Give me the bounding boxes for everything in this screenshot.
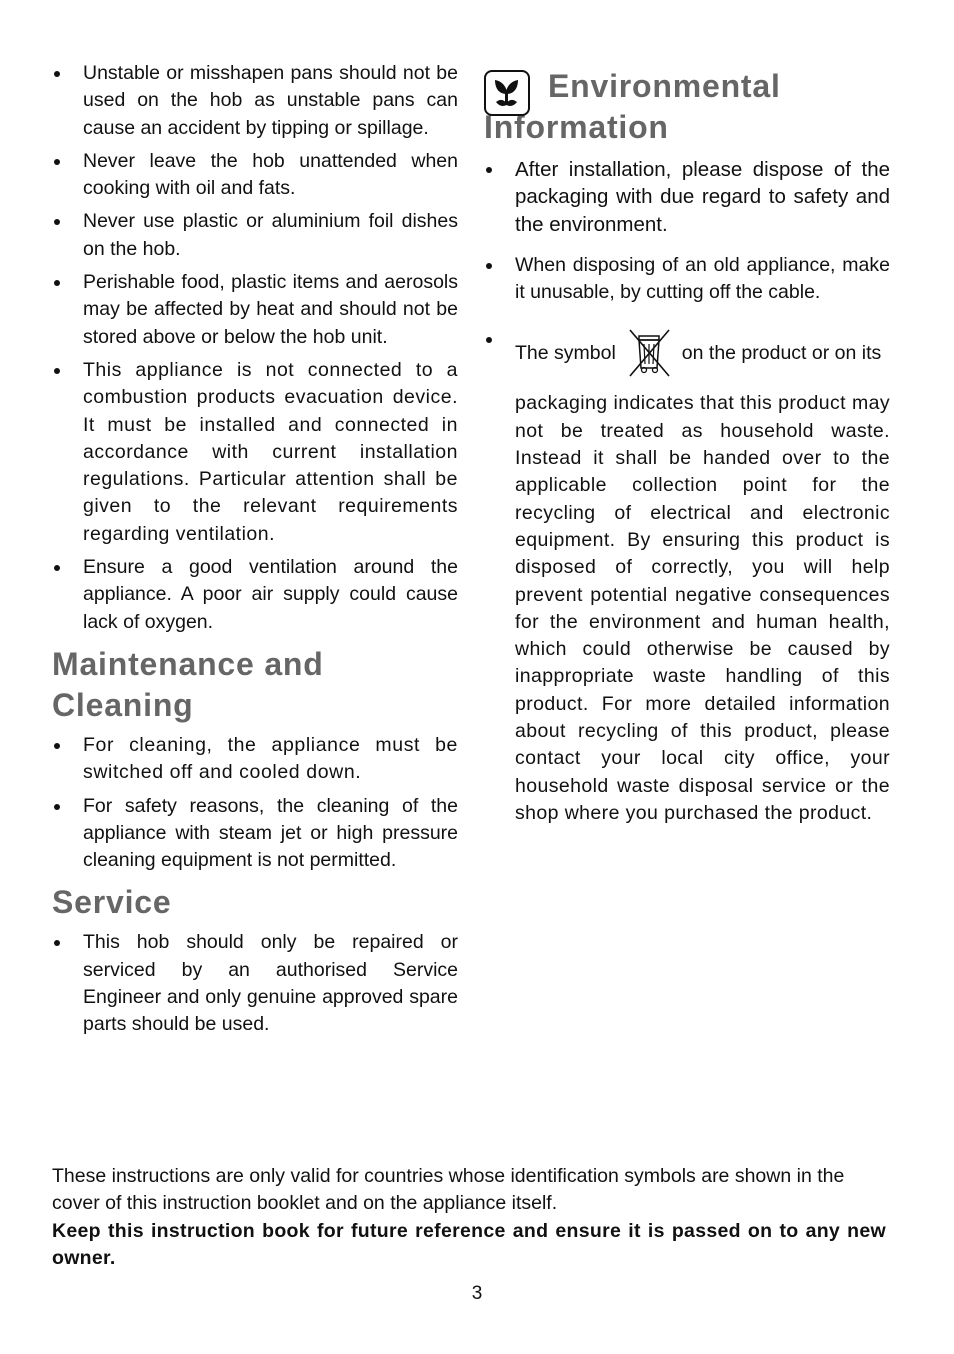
safety-item: Never leave the hob unattended when cooking with oil and fats. <box>52 148 458 203</box>
safety-item: Perishable food, plastic items and aerosols may be affected by heat and should not be stored above or below the hob unit. <box>52 269 458 351</box>
right-column <box>484 60 890 827</box>
maintenance-item: For safety reasons, the cleaning of the appliance with steam jet or high pressure cleaning equipment is not permitted. <box>52 793 458 875</box>
crossed-out-wheelie-bin-icon <box>622 326 676 380</box>
weee-symbol-after: on the product or on its <box>681 341 882 364</box>
environment-item: After installation, please dispose of the packaging with due regard to safety and the environment. <box>484 156 890 238</box>
maintenance-item: For cleaning, the appliance must be switched off and cooled down. <box>52 732 458 787</box>
safety-item: This appliance is not connected to a combustion products evacuation device. It must be installed and connected in accordance with current installation regulations. Particular attention shall be given to the relevant requirements regarding ventilation. <box>52 357 458 548</box>
safety-list <box>52 60 458 636</box>
maintenance-heading: Maintenance and Cleaning <box>52 645 324 723</box>
left-column <box>52 60 458 1045</box>
maintenance-list <box>52 732 458 874</box>
page-number: 3 <box>471 1283 483 1304</box>
safety-item: Unstable or misshapen pans should not be used on the hob as unstable pans can cause an accident by tipping or spillage. <box>52 60 458 142</box>
environment-item: When disposing of an old appliance, make it unusable, by cutting off the cable. <box>484 252 890 307</box>
environment-plant-icon <box>484 70 530 116</box>
keep-instructions-note: Keep this instruction book for future reference and ensure it is passed on to any new owner. <box>52 1219 886 1269</box>
footer <box>52 1163 886 1272</box>
weee-description: packaging indicates that this product may not be treated as household waste. Instead it shall be handed over to the applicable collection point for the recycling of electrical and electronic equipment. By ensuring this product is disposed of correctly, you will help prevent potential negative consequences for the environment and human health, which could otherwise be caused by inappropriate waste handling of this product. For more detailed information about recycling of this product, please contact your local city office, your household waste disposal service or the shop where you purchased the product. <box>515 392 890 824</box>
service-list <box>52 929 458 1038</box>
environment-header <box>484 66 890 148</box>
safety-item: Ensure a good ventilation around the appliance. A poor air supply could cause lack of oxygen. <box>52 554 458 636</box>
validity-note: These instructions are only valid for countries whose identification symbols are shown in the cover of this instruction booklet and on the appliance itself. <box>52 1165 845 1215</box>
environment-heading: Environmental Information <box>484 68 781 145</box>
safety-item: Never use plastic or aluminium foil dishes on the hob. <box>52 208 458 263</box>
weee-symbol-before: The symbol <box>515 341 616 364</box>
environment-list <box>484 156 890 827</box>
weee-item <box>484 326 890 827</box>
weee-symbol-line <box>515 326 890 380</box>
service-item: This hob should only be repaired or serviced by an authorised Service Engineer and only genuine approved spare parts should be used. <box>52 929 458 1038</box>
service-heading: Service <box>52 884 172 921</box>
